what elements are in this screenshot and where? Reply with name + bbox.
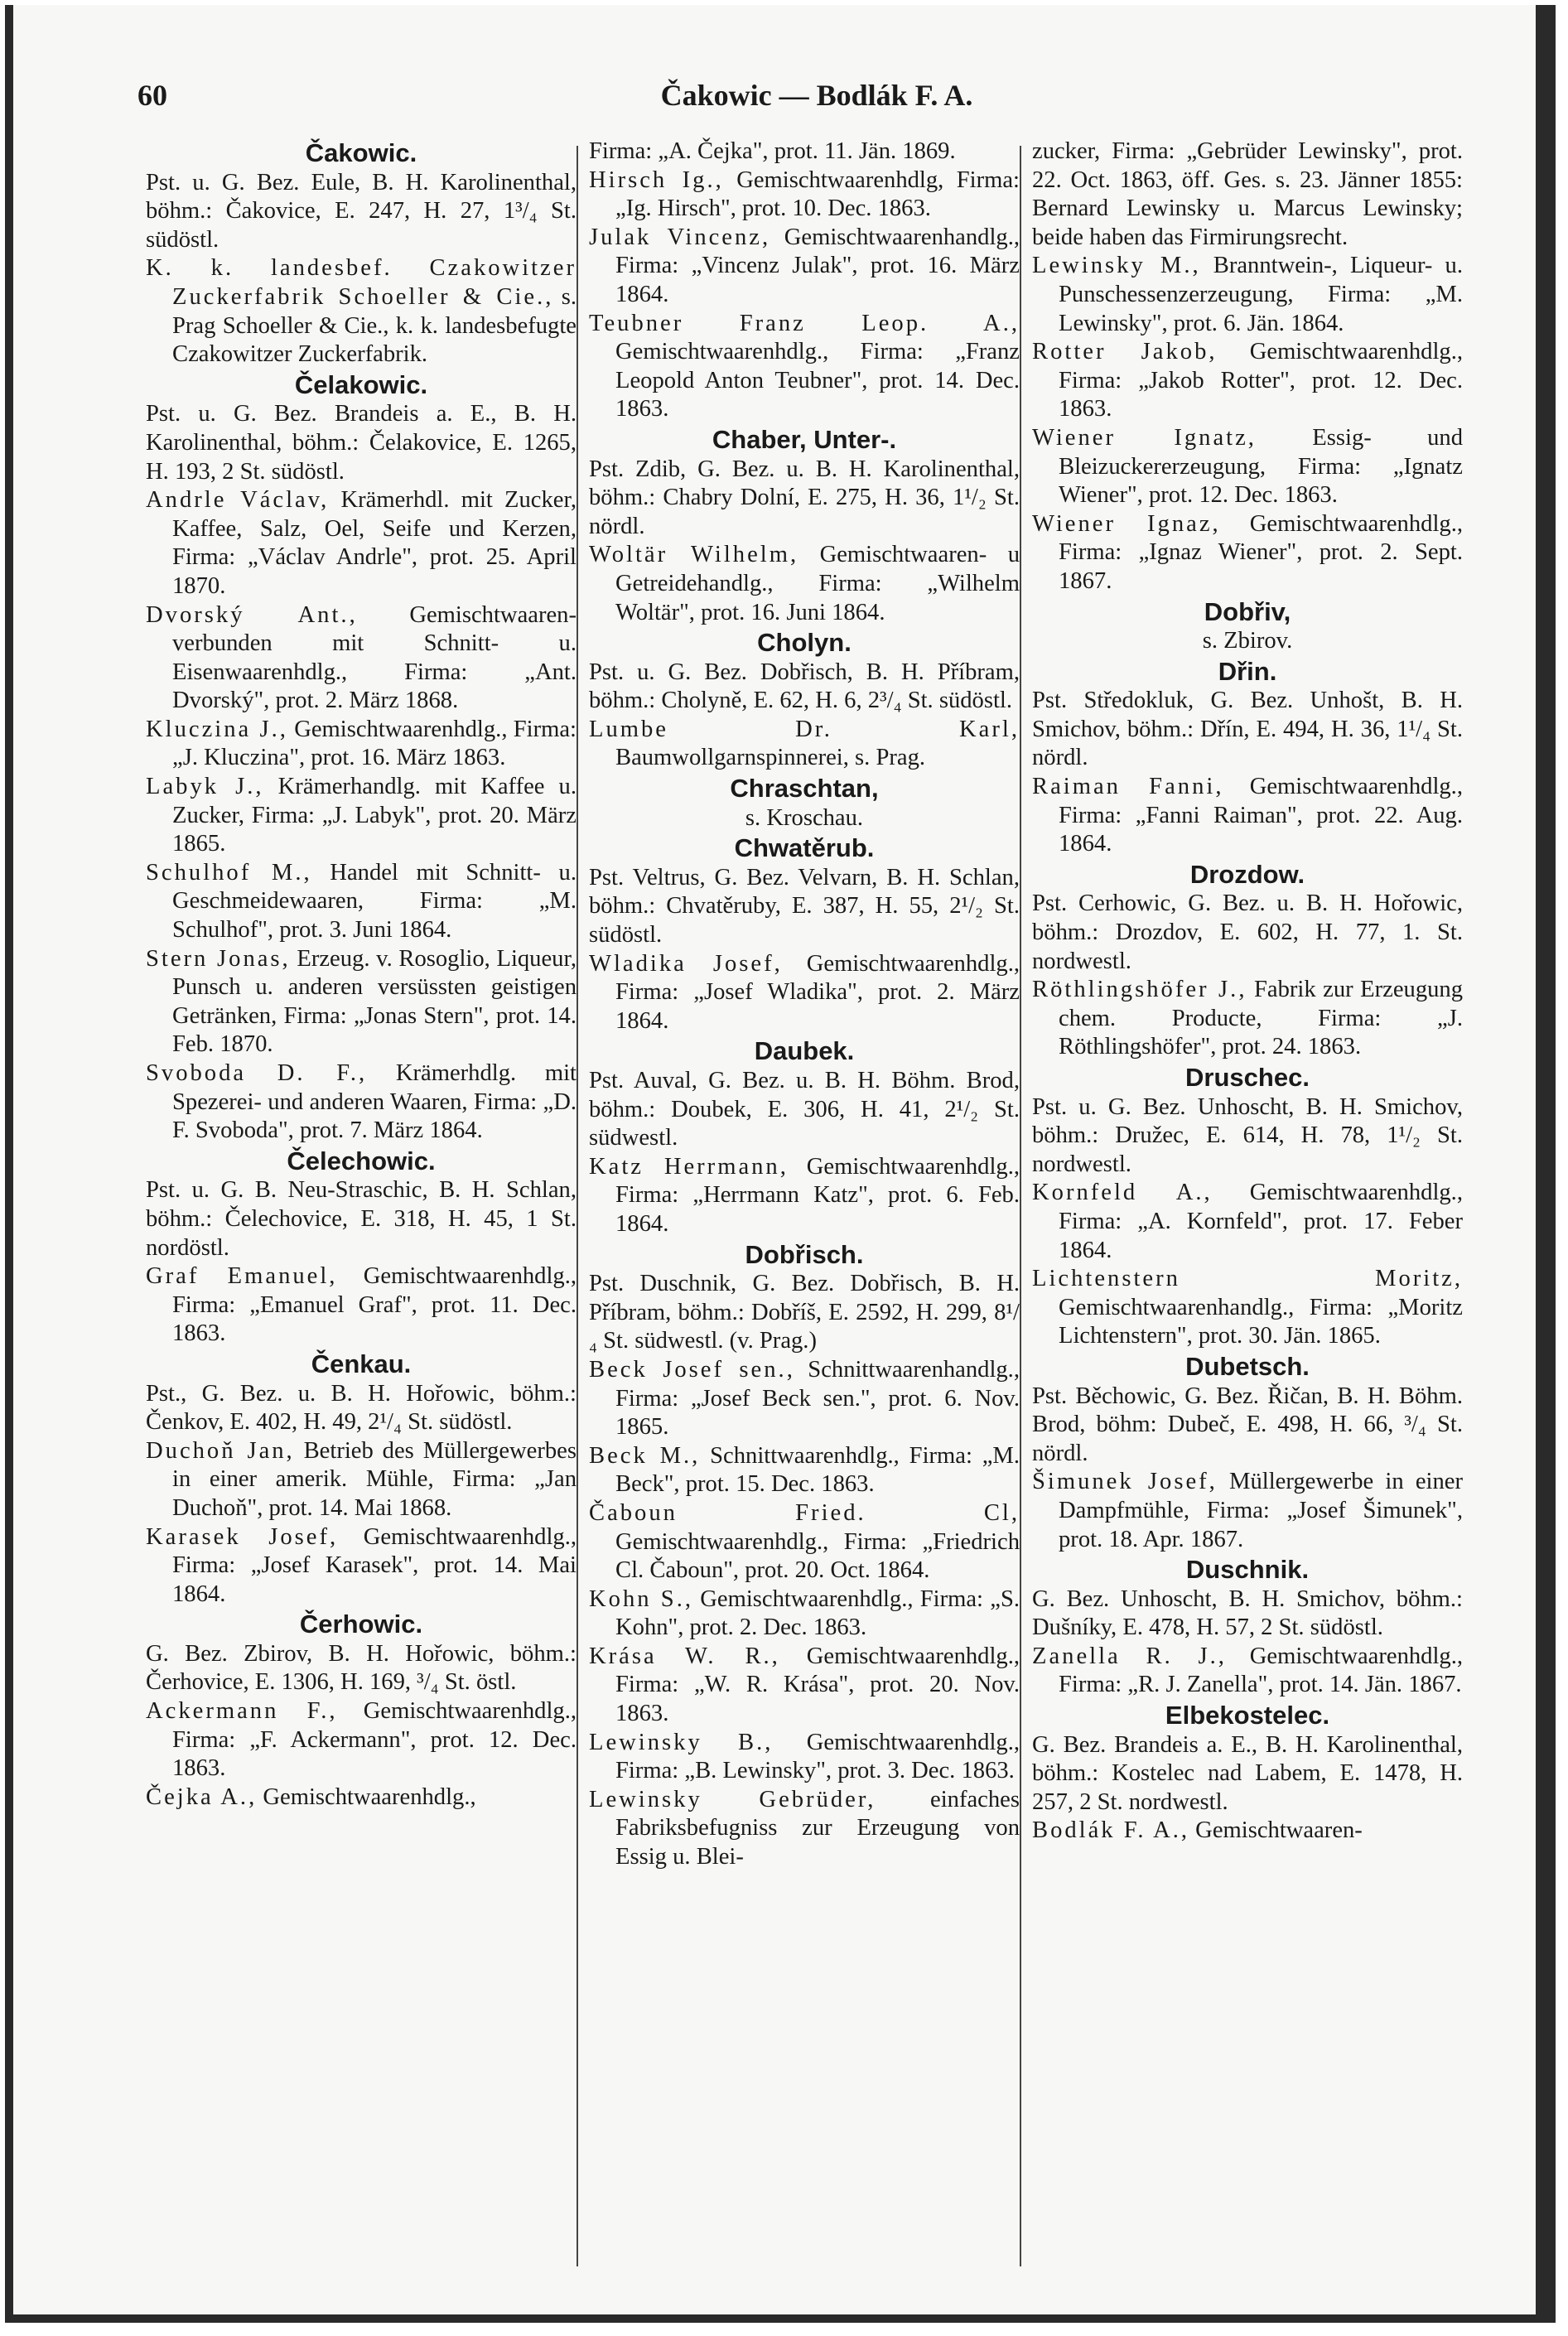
directory-entry [146,859,577,945]
entry-details: Gemischtwaarenhdlg., Firma: „Josef Wladika", prot. 2. März 1864. [615,950,1020,1034]
place-description: Pst. Auval, G. Bez. u. B. H. Böhm. Brod, böhm.: Doubek, E. 306, H. 41, 2¹/₂ St. südwestl. [589,1068,1020,1151]
place-heading: Dřin. [1218,656,1277,686]
directory-entry [1032,1468,1463,1554]
place-description: G. Bez. Zbirov, B. H. Hořowic, böhm.: Čerhovice, E. 1306, H. 169, ³/₄ St. östl. [146,1640,577,1696]
place-description: Pst. u. G. Bez. Dobřisch, B. H. Příbram, böhm.: Cholyně, E. 62, H. 6, 2³/₄ St. südöstl. [589,659,1020,714]
place-description: Pst. Středokluk, G. Bez. Unhošt, B. H. Smichov, böhm.: Dřín, E. 494, H. 36, 1¹/₄ St. nördl. [1032,688,1463,771]
directory-entry [589,1356,1020,1442]
entry-details: Gemischtwaarenhdlg, Firma: „Ig. Hirsch", prot. 10. Dec. 1863. [615,167,1020,222]
place-description: Pst. u. G. Bez. Unhoscht, B. H. Smichov, böhm.: Družec, E. 614, H. 78, 1¹/₂ St. nordwestl. [1032,1093,1463,1177]
entry-details: Gemischtwaarenhdlg., Firma: „Emanuel Graf", prot. 11. Dec. 1863. [172,1263,577,1347]
entry-details: Krämerhdlg. mit Spezerei- und anderen Waaren, Firma: „D. F. Svoboda", prot. 7. März 1864. [172,1060,577,1144]
place-heading: Chwatěrub. [734,833,875,863]
directory-entry [1032,424,1463,510]
place-description: zucker, Firma: „Gebrüder Lewinsky", prot. 22. Oct. 1863, öff. Ges. s. 23. Jänner 1855: Bernard Lewinsky u. Marcus Lewinsky; beide haben das Firmirungsrecht. [1032,138,1463,250]
directory-entry [146,1262,577,1349]
directory-entry [589,1499,1020,1585]
entry-name: Labyk J., [146,774,264,800]
entry-details: Gemischtwaarenhdlg., Firma: „W. R. Krása", prot. 20. Nov. 1863. [615,1643,1020,1727]
entry-details: Gemischtwaaren- u Getreidehandlg., Firma: „Wilhelm Woltär", prot. 16. Juni 1864. [615,542,1020,625]
place-heading: Dubetsch. [1185,1351,1310,1381]
place-heading: Čenkau. [311,1349,412,1378]
directory-entry [146,1783,577,1812]
entry-name: Svoboda D. F., [146,1060,368,1086]
place-heading: Čakowic. [305,138,417,167]
directory-entry [1032,510,1463,596]
entry-details: Schnittwaarenhdlg., Firma: „M. Beck", prot. 15. Dec. 1863. [615,1442,1020,1498]
directory-entry [589,1786,1020,1872]
directory-entry [589,1442,1020,1499]
directory-entry [589,1153,1020,1239]
place-heading: Čelechowic. [287,1146,436,1175]
place-heading: Duschnik. [1185,1555,1310,1585]
entry-name: Wiener Ignatz, [1032,424,1257,451]
entry-details: Gemischtwaaren- verbunden mit Schnitt- u. Eisenwaarenhdlg., Firma: „Ant. Dvorský", prot. 2. März 1868. [172,601,577,714]
column-1 [146,138,577,1812]
entry-details: Gemischtwaarenhdlg., Firma: „J. Kluczina", prot. 16. März 1863. [172,716,577,771]
directory-entry [146,486,577,601]
entry-details: Essig- und Bleizuckererzeugung, Firma: „Ignatz Wiener", prot. 12. Dec. 1863. [1059,424,1464,509]
entry-name: Rotter Jakob, [1032,339,1218,365]
entry-name: Wladika Josef, [589,950,783,977]
place-heading: Elbekostelec. [1165,1701,1330,1730]
column-rule-1 [577,146,578,2266]
cross-reference: s. Zbirov. [1202,628,1293,654]
directory-entry [146,773,577,859]
entry-name: Kornfeld A., [1032,1180,1213,1206]
entry-details: Gemischtwaarenhdlg., Firma: „Friedrich Cl. Čaboun", prot. 20. Oct. 1864. [615,1528,1020,1584]
directory-entry [589,950,1020,1036]
directory-entry [589,541,1020,627]
entry-details: einfaches Fabriksbefugniss zur Erzeugung von Essig u. Blei- [615,1786,1020,1870]
column-2 [589,138,1020,1872]
place-description: Pst. Cerhowic, G. Bez. u. B. H. Hořowic, böhm.: Drozdov, E. 602, H. 77, 1. St. nordwestl. [1032,890,1463,974]
column-3 [1032,138,1463,1846]
place-heading: Daubek. [754,1036,855,1066]
entry-name: Karasek Josef, [146,1523,339,1550]
place-description: Firma: „A. Čejka", prot. 11. Jän. 1869. [589,138,956,164]
place-heading: Dobřiv, [1204,596,1291,626]
place-heading: Chaber, Unter-. [712,424,897,454]
entry-name: Krása W. R., [589,1643,780,1669]
directory-entry [589,1585,1020,1643]
entry-name: Raiman Fanni, [1032,774,1224,800]
entry-name: Beck Josef sen., [589,1356,795,1383]
place-heading: Drozdow. [1189,859,1305,889]
entry-name: Schulhof M., [146,859,312,886]
place-description: Pst. u. G. B. Neu-Straschic, B. H. Schlan, böhm.: Čelechovice, E. 318, H. 45, 1 St. nordöstl. [146,1177,577,1261]
entry-details: Gemischtwaarenhdlg., Firma: „R. J. Zanella", prot. 14. Jän. 1867. [1059,1643,1463,1698]
entry-details: Krämerhandlg. mit Kaffee u. Zucker, Firma: „J. Labyk", prot. 20. März 1865. [172,774,577,857]
directory-entry [146,945,577,1059]
place-heading: Dobřisch. [745,1239,864,1269]
place-description: G. Bez. Brandeis a. E., B. H. Karolinenthal, böhm.: Kostelec nad Labem, E. 1478, H. 257, 2 St. nordwestl. [1032,1731,1463,1815]
entry-name: Hirsch Ig., [589,167,724,193]
entry-details: Branntwein-, Liqueur- u. Punschessenzerzeugung, Firma: „M. Lewinsky", prot. 6. Jän. 1864. [1059,253,1463,336]
place-description: Pst. Zdib, G. Bez. u. B. H. Karolinenthal, böhm.: Chabry Dolní, E. 275, H. 36, 1¹/₂ St. nördl. [589,456,1020,539]
entry-name: Dvorský Ant., [146,601,358,628]
directory-entry [589,716,1020,773]
directory-entry [589,1729,1020,1786]
entry-details: Gemischtwaarenhdlg., Firma: „B. Lewinsky", prot. 3. Dec. 1863. [615,1729,1020,1784]
entry-details: Erzeug. v. Rosoglio, Liqueur, Punsch u. anderen versüssten geistigen Getränken, Firma: „Jonas Stern", prot. 14. Feb. 1870. [172,945,577,1058]
entry-details: Gemischtwaarenhdlg., Firma: „A. Kornfeld", prot. 17. Feber 1864. [1059,1180,1463,1263]
entry-details: , s. Prag Schoeller & Cie., k. k. landesbefugte Czakowitzer Zuckerfabrik. [172,283,577,368]
entry-details: Baumwollgarnspinnerei, s. Prag. [615,745,926,771]
directory-entry [1032,338,1463,424]
entry-details: Gemischtwaarenhdlg., Firma: „Franz Leopold Anton Teubner", prot. 14. Dec. 1863. [615,339,1020,422]
place-description: Pst. Běchowic, G. Bez. Řičan, B. H. Böhm. Brod, böhm: Dubeč, E. 498, H. 66, ³/₄ St. nördl. [1032,1383,1463,1466]
entry-details: Gemischtwaarenhandlg., Firma: „Moritz Lichtenstern", prot. 30. Jän. 1865. [1059,1294,1463,1349]
entry-details: Fabrik zur Erzeugung chem. Producte, Firma: „J. Röthlingshöfer", prot. 24. 1863. [1059,977,1464,1060]
page-header [138,78,1496,128]
directory-entry [1032,252,1463,338]
entry-name: Beck M., [589,1442,701,1469]
directory-entry [146,254,577,369]
entry-details: Gemischtwaarenhandlg., Firma: „Vincenz Julak", prot. 16. März 1864. [615,224,1020,307]
directory-entry [589,224,1020,310]
directory-entry [1032,1643,1463,1700]
directory-entry [1032,1817,1463,1846]
place-heading: Čelakowic. [294,369,428,399]
place-description: G. Bez. Unhoscht, B. H. Smichov, böhm.: Dušníky, E. 478, H. 57, 2 St. südöstl. [1032,1585,1463,1641]
place-heading: Cholyn. [757,628,852,658]
entry-details: Gemischtwaarenhdlg., Firma: „Jakob Rotter", prot. 12. Dec. 1863. [1059,339,1463,422]
place-description: Pst. u. G. Bez. Eule, B. H. Karolinenthal, böhm.: Čakovice, E. 247, H. 27, 1³/₄ St. südöstl. [146,169,577,253]
directory-entry [146,1059,577,1146]
entry-details: Gemischtwaarenhdlg., Firma: „Josef Karasek", prot. 14. Mai 1864. [172,1523,577,1607]
entry-name: Teubner Franz Leop. A., [589,310,1020,336]
entry-details: Handel mit Schnitt- u. Geschmeidewaaren, Firma: „M. Schulhof", prot. 3. Juni 1864. [172,859,577,944]
entry-name: Bodlák F. A., [1032,1817,1190,1844]
entry-details: Gemischtwaarenhdlg., Firma: „Fanni Raiman", prot. 22. Aug. 1864. [1059,774,1463,857]
place-description: Pst. u. G. Bez. Brandeis a. E., B. H. Karolinenthal, böhm.: Čelakovice, E. 1265, H. 193, 2 St. südöstl. [146,401,577,485]
entry-name: Wiener Ignaz, [1032,510,1221,537]
directory-entry [146,716,577,773]
directory-entry [146,1523,577,1610]
entry-details: Müllergewerbe in einer Dampfmühle, Firma: „Josef Šimunek", prot. 18. Apr. 1867. [1059,1469,1464,1552]
directory-entry [589,167,1020,224]
place-description: Pst. Veltrus, G. Bez. Velvarn, B. H. Schlan, böhm.: Chvatěruby, E. 387, H. 55, 2¹/₂ St. südöstl. [589,864,1020,948]
page-paper [13,5,1536,2314]
entry-details: Gemischtwaarenhdlg., Firma: „S. Kohn", prot. 2. Dec. 1863. [615,1585,1020,1641]
place-description: Pst. Duschnik, G. Bez. Dobřisch, B. H. Příbram, böhm.: Dobříš, E. 2592, H. 299, 8¹/₄ St. südwestl. (v. Prag.) [589,1271,1020,1354]
directory-entry [1032,1265,1463,1351]
place-heading: Čerhowic. [299,1610,423,1639]
entry-details: Gemischtwaarenhdlg., Firma: „Herrmann Katz", prot. 6. Feb. 1864. [615,1153,1020,1237]
running-title: Čakowic — Bodlák F. A. [660,79,973,112]
entry-name: Andrle Václav, [146,487,330,514]
entry-name: Kluczina J., [146,716,288,742]
entry-name: Lewinsky B., [589,1729,774,1755]
entry-name: Šimunek Josef, [1032,1469,1218,1495]
entry-name: Duchoň Jan, [146,1437,295,1464]
entry-name: Röthlingshöfer J., [1032,977,1247,1003]
entry-details: Gemischtwaarenhdlg., Firma: „Ignaz Wiener", prot. 2. Sept. 1867. [1059,510,1463,594]
cross-reference: s. Kroschau. [745,804,864,831]
entry-name: Julak Vincenz, [589,224,771,250]
directory-entry [146,1697,577,1783]
column-rule-2 [1020,146,1021,2266]
directory-entry [1032,976,1463,1062]
directory-entry [1032,1179,1463,1265]
entry-name: Čejka A., [146,1783,258,1810]
entry-details: Betrieb des Müllergewerbes in einer amerik. Mühle, Firma: „Jan Duchoň", prot. 14. Mai 1868. [172,1437,577,1521]
entry-details: Gemischtwaaren- [1189,1817,1363,1844]
entry-name: Katz Herrmann, [589,1153,789,1180]
entry-name: Lewinsky Gebrüder, [589,1786,876,1812]
entry-details: Gemischtwaarenhdlg., [257,1783,476,1810]
entry-name: Lewinsky M., [1032,253,1201,279]
place-description: Pst., G. Bez. u. B. H. Hořowic, böhm.: Čenkov, E. 402, H. 49, 2¹/₄ St. südöstl. [146,1380,577,1436]
entry-name: Kohn S., [589,1585,693,1612]
entry-name: Lichtenstern Moritz, [1032,1266,1463,1292]
entry-name: Ackermann F., [146,1698,338,1725]
page-number: 60 [138,79,167,112]
entry-details: Krämerhdl. mit Zucker, Kaffee, Salz, Oel, Seife und Kerzen, Firma: „Václav Andrle", prot. 25. April 1870. [172,487,577,599]
place-heading: Chraschtan, [730,774,879,804]
entry-name: Zanella R. J., [1032,1643,1227,1669]
entry-details: Schnittwaarenhandlg., Firma: „Josef Beck sen.", prot. 6. Nov. 1865. [615,1356,1020,1441]
directory-entry [589,310,1020,424]
directory-entry [589,1643,1020,1729]
entry-name: K. k. landesbef. Czakowitzer Zuckerfabrik Schoeller & Cie. [146,255,577,310]
scanned-page-frame [5,5,1556,2323]
directory-entry [1032,773,1463,859]
directory-entry [146,601,577,716]
place-heading: Druschec. [1185,1063,1310,1092]
directory-entry [146,1437,577,1523]
entry-name: Stern Jonas, [146,945,291,972]
entry-name: Čaboun Fried. Cl, [589,1499,1020,1526]
entry-name: Woltär Wilhelm, [589,542,799,568]
entry-name: Graf Emanuel, [146,1263,338,1290]
entry-details: Gemischtwaarenhdlg., Firma: „F. Ackermann", prot. 12. Dec. 1863. [172,1698,577,1782]
entry-name: Lumbe Dr. Karl, [589,716,1020,742]
